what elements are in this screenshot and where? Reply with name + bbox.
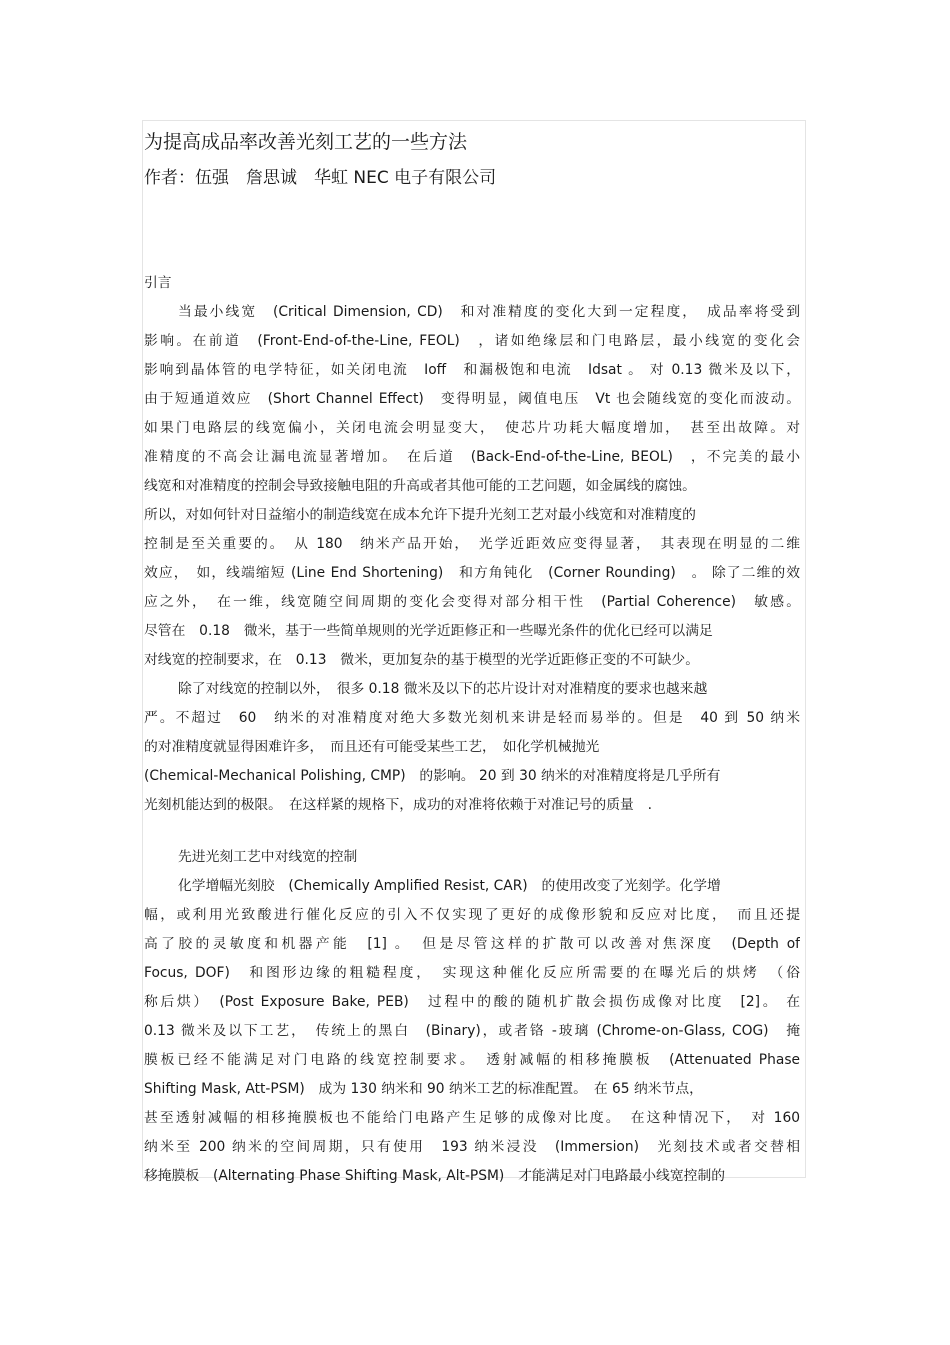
text-line: 化学增幅光刻胶 (Chemically Amplified Resist, CAR) 的使用改变了光刻学。化学增: [178, 878, 721, 894]
text-line: 高了胶的灵敏度和机器产能 [1] 。 但是尽管这样的扩散可以改善对焦深度 (Depth of: [144, 936, 800, 952]
document-body: [144, 269, 800, 1191]
text-line: 准精度的不高会让漏电流显著增加。 在后道 (Back-End-of-the-Line, BEOL) ，不完美的最小: [144, 449, 800, 465]
text-line: 的对准精度就显得困难许多， 而且还有可能受某些工艺， 如化学机械抛光: [144, 739, 600, 755]
text-line: 影响。在前道 (Front-End-of-the-Line, FEOL) ，诸如绝缘层和门电路层，最小线宽的变化会: [144, 333, 800, 349]
text-line: 应之外， 在一维，线宽随空间周期的变化会变得对部分相干性 (Partial Coherence) 敏感。: [144, 594, 800, 610]
text-line: 由于短通道效应 (Short Channel Effect) 变得明显，阈值电压 Vt 也会随线宽的变化而波动。: [144, 391, 800, 407]
text-line: 尽管在 0.18 微米，基于一些简单规则的光学近距修正和一些曝光条件的优化已经可以满足: [144, 623, 713, 639]
text-line: 膜板已经不能满足对门电路的线宽控制要求。 透射减幅的相移掩膜板 (Attenuated Phase: [144, 1052, 800, 1068]
text-line: Focus, DOF) 和图形边缘的粗糙程度， 实现这种催化反应所需要的在曝光后的烘烤 （俗: [144, 965, 800, 981]
text-line: 光刻机能达到的极限。 在这样紧的规格下，成功的对准将依赖于对准记号的质量 .: [144, 797, 652, 813]
document-author: 作者：伍强 詹思诚 华虹 NEC 电子有限公司: [144, 168, 497, 188]
text-line: 影响到晶体管的电学特征，如关闭电流 Ioff 和漏极饱和电流 Idsat 。 对 0.13 微米及以下，: [144, 362, 800, 378]
text-line: 如果门电路层的线宽偏小，关闭电流会明显变大， 使芯片功耗大幅度增加， 甚至出故障。对: [144, 420, 800, 436]
section-heading-linewidth-control: 先进光刻工艺中对线宽的控制: [178, 849, 358, 865]
text-line: 对线宽的控制要求，在 0.13 微米，更加复杂的基于模型的光学近距修正变的不可缺少。: [144, 652, 699, 668]
text-line: 称后烘） (Post Exposure Bake, PEB) 过程中的酸的随机扩散会损伤成像对比度 [2]。 在: [144, 994, 800, 1010]
text-line: 线宽和对准精度的控制会导致接触电阻的升高或者其他可能的工艺问题，如金属线的腐蚀。: [144, 478, 696, 494]
section-heading-introduction: 引言: [144, 275, 172, 291]
text-line: 甚至透射减幅的相移掩膜板也不能给门电路产生足够的成像对比度。 在这种情况下， 对 160: [144, 1110, 800, 1126]
text-line: 效应， 如，线端缩短 (Line End Shortening) 和方角钝化 (Corner Rounding) 。 除了二维的效: [144, 565, 800, 581]
text-line: 移掩膜板 (Alternating Phase Shifting Mask, Alt-PSM) 才能满足对门电路最小线宽控制的: [144, 1168, 726, 1184]
text-line: 当最小线宽 (Critical Dimension, CD) 和对准精度的变化大到一定程度， 成品率将受到: [178, 304, 800, 320]
paragraph-gap: [144, 820, 800, 843]
text-line: 0.13 微米及以下工艺， 传统上的黑白 (Binary)，或者铬 -玻璃 (Chrome-on-Glass, COG) 掩: [144, 1023, 800, 1039]
text-line: 幅，或利用光致酸进行催化反应的引入不仅实现了更好的成像形貌和反应对比度， 而且还提: [144, 907, 800, 923]
text-line: 所以，对如何针对日益缩小的制造线宽在成本允许下提升光刻工艺对最小线宽和对准精度的: [144, 507, 696, 523]
text-line: (Chemical-Mechanical Polishing, CMP) 的影响。 20 到 30 纳米的对准精度将是几乎所有: [144, 768, 721, 784]
text-line: 纳米至 200 纳米的空间周期，只有使用 193 纳米浸没 (Immersion) 光刻技术或者交替相: [144, 1139, 800, 1155]
text-line: 除了对线宽的控制以外， 很多 0.18 微米及以下的芯片设计对对准精度的要求也越来越: [178, 681, 708, 697]
text-line: Shifting Mask, Att-PSM) 成为 130 纳米和 90 纳米工艺的标准配置。 在 65 纳米节点，: [144, 1081, 703, 1097]
text-line: 严。不超过 60 纳米的对准精度对绝大多数光刻机来讲是轻而易举的。但是 40 到 50 纳米: [144, 710, 800, 726]
text-line: 控制是至关重要的。 从 180 纳米产品开始， 光学近距效应变得显著， 其表现在明显的二维: [144, 536, 800, 552]
document-title: 为提高成品率改善光刻工艺的一些方法: [144, 131, 468, 153]
